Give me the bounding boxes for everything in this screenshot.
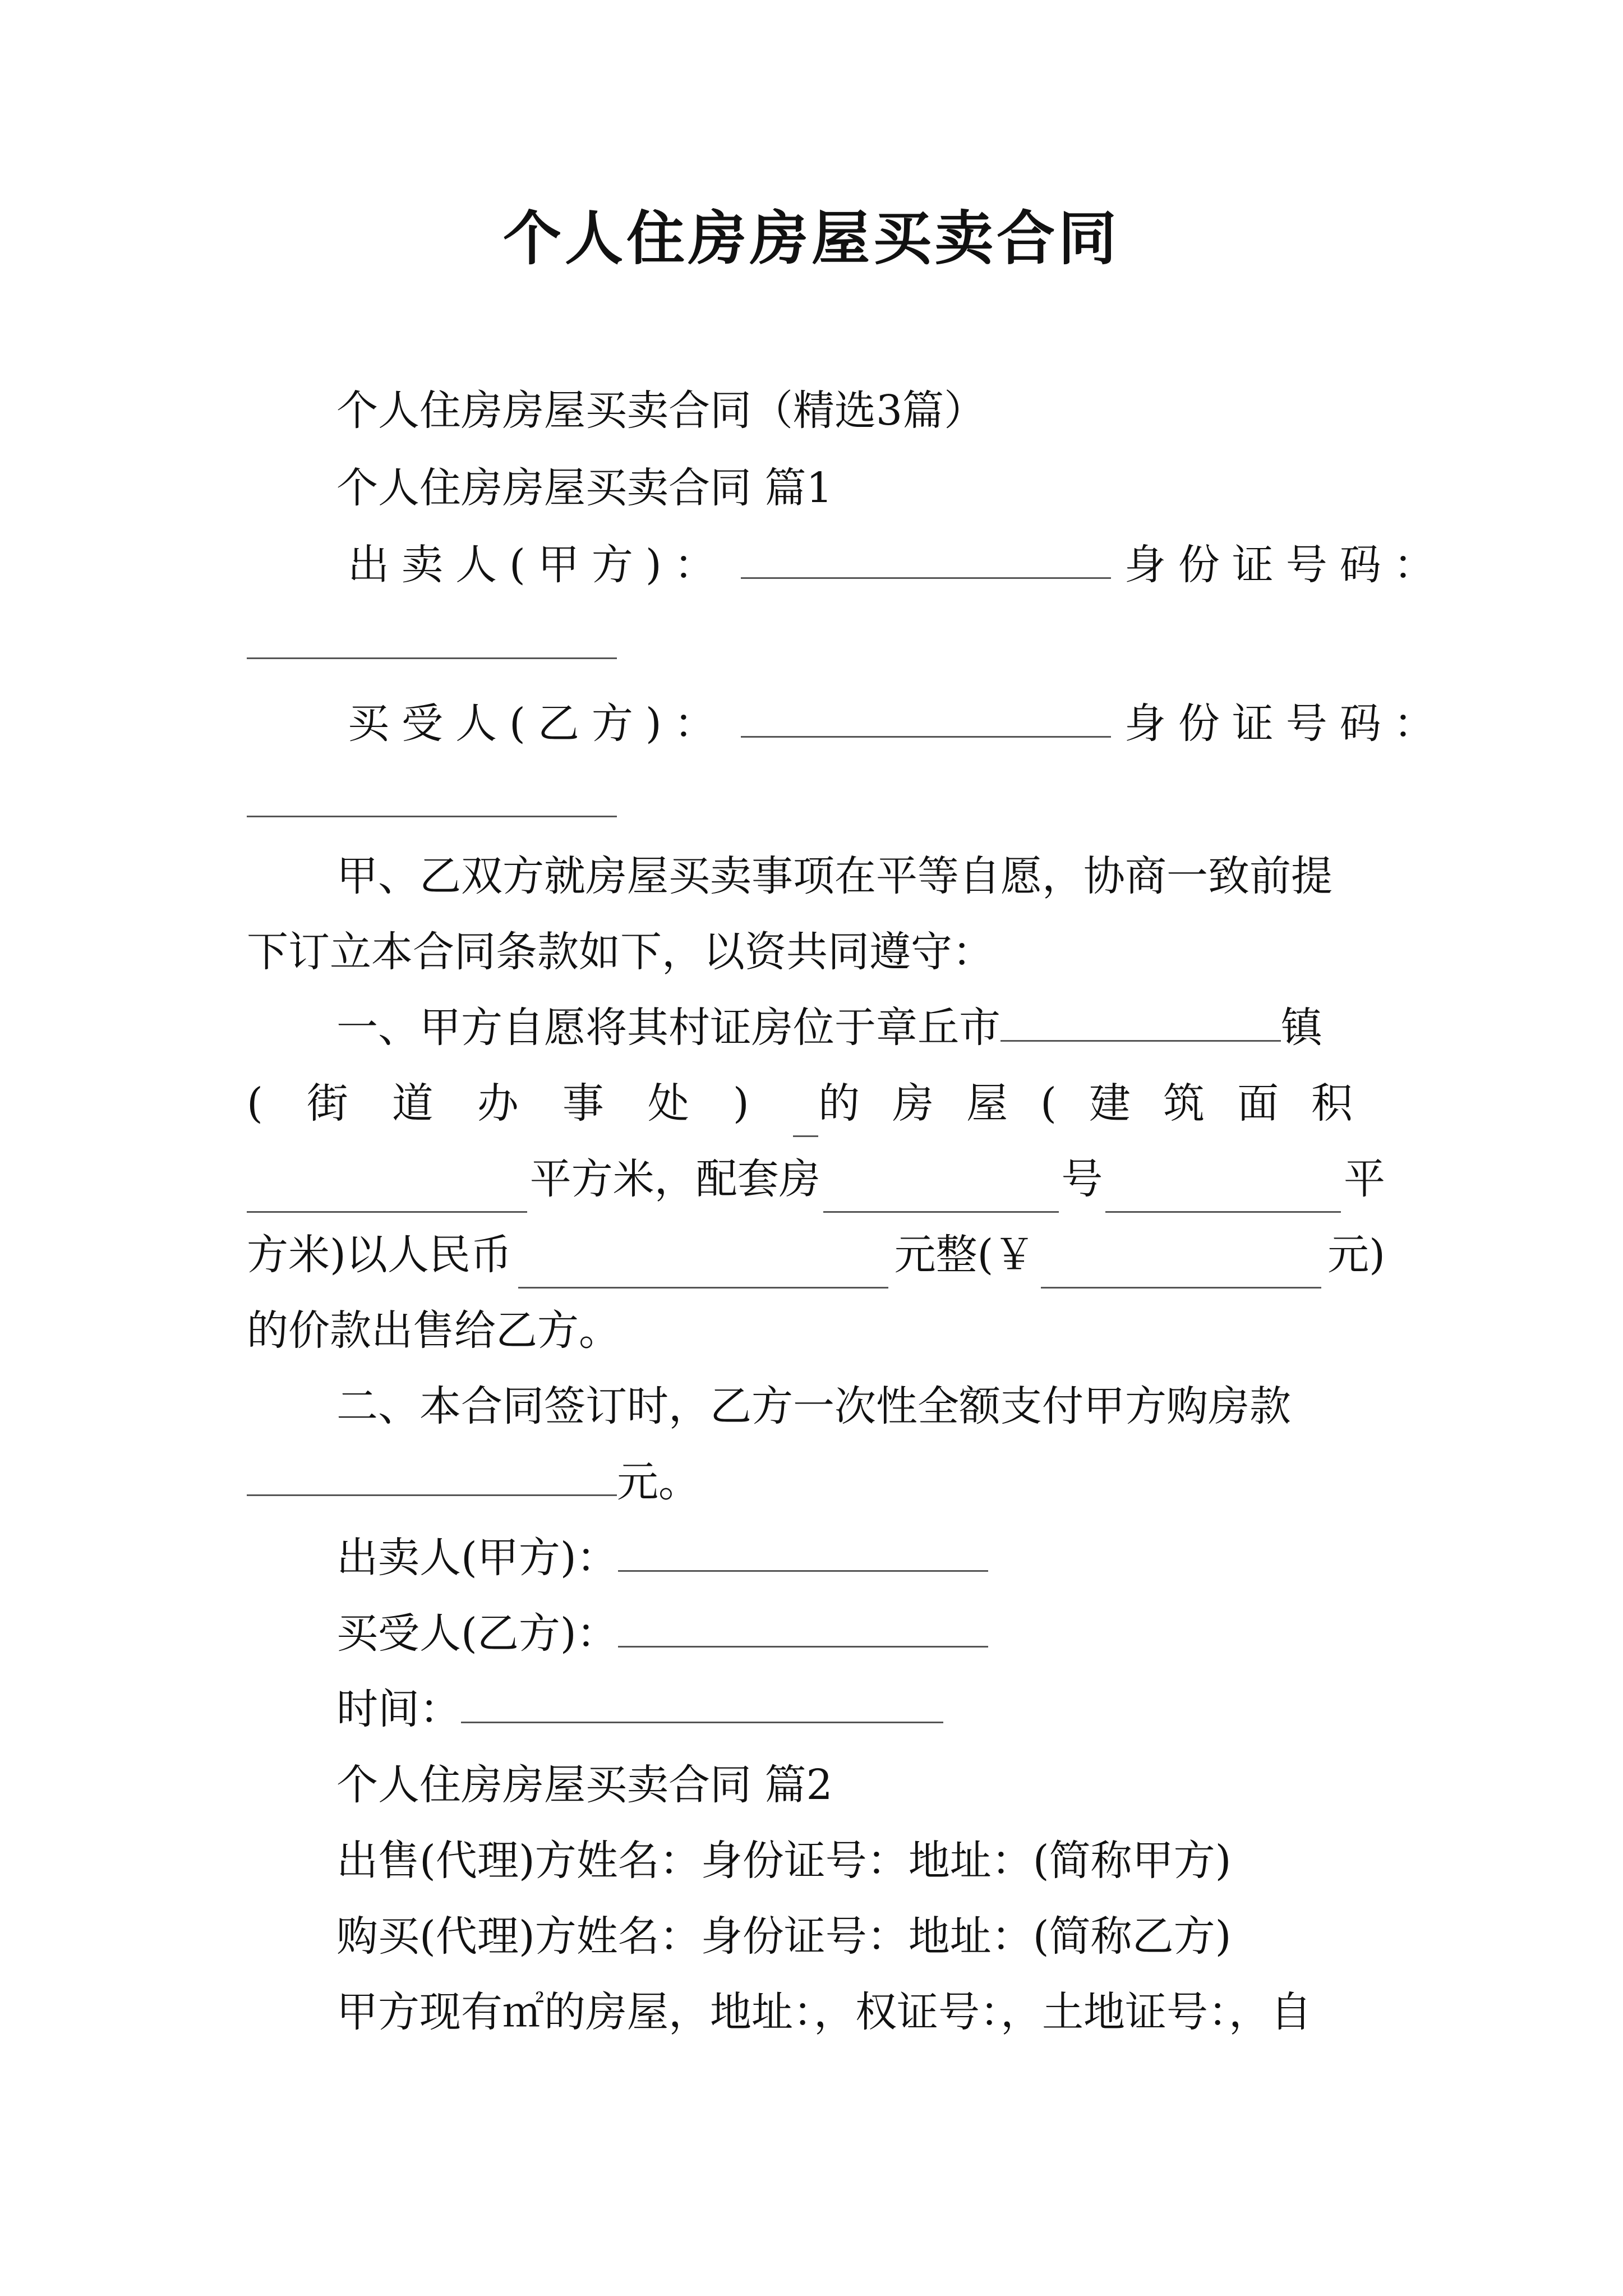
clause1-text-b: 镇 [1281,1004,1322,1052]
buyer-id-line [247,770,1385,837]
payment-blank [247,1455,617,1496]
clause2-text-b: 元。 [617,1458,700,1506]
buyer-id-label: 身份证号码： [1124,700,1447,748]
sign-seller-blank [618,1531,988,1572]
seller-id-label: 身份证号码： [1124,541,1447,589]
sign-buyer-label: 买受人(乙方)： [336,1609,618,1658]
seller-id-line [247,611,1385,679]
price-words-blank [518,1248,888,1289]
document-title: 个人住房房屋买卖合同 [502,204,1120,273]
sign-seller-line [336,1524,1385,1591]
part2-seller: 出售(代理)方姓名：身份证号：地址：(简称甲方) [336,1837,1232,1885]
town-blank [1000,1001,1281,1042]
clause1-line-3 [247,1145,1385,1213]
area-blank [247,1172,527,1213]
price-number-blank [1041,1248,1321,1289]
clause1-text-e: 平方米，配套房 [529,1155,820,1203]
subtitle: 个人住房房屋买卖合同（精选3篇） [336,386,986,435]
annex-room-blank [823,1172,1059,1213]
buyer-id-blank [247,776,617,817]
part2-heading: 个人住房房屋买卖合同 篇2 [336,1761,833,1809]
clause2-line-2 [247,1448,1385,1516]
clause1-line-1 [336,994,1385,1061]
clause1-text-i: 元整(￥ [894,1231,1035,1279]
clause1-line-5: 的价款出售给乙方。 [247,1306,620,1355]
buyer-line [348,690,1447,757]
clause1-text-f: 号 [1061,1155,1103,1203]
seller-name-blank [741,538,1111,579]
clause1-text-g: 平 [1343,1155,1385,1203]
sign-time-blank [461,1682,943,1723]
part2-line-3: 甲方现有㎡的房屋，地址：，权证号：，土地证号：，自 [336,1988,1312,2036]
sign-buyer-line [336,1600,1385,1667]
part2-buyer: 购买(代理)方姓名：身份证号：地址：(简称乙方) [336,1912,1232,1961]
clause1-text-h: 方米)以人民币 [247,1231,512,1279]
sign-time-label: 时间： [336,1685,461,1733]
intro-line-1: 甲、乙双方就房屋买卖事项在平等自愿，协商一致前提 [336,852,1332,900]
clause2-line-1: 二、本合同签订时，乙方一次性全额支付甲方购房款 [336,1382,1291,1430]
clause1-text-d: 的房屋(建筑面积 [818,1079,1385,1128]
part1-heading: 个人住房房屋买卖合同 篇1 [336,464,833,512]
street-blank [793,1096,818,1137]
clause1-text-j: 元) [1327,1231,1385,1279]
buyer-name-blank [741,697,1111,738]
annex-area-blank [1105,1172,1341,1213]
buyer-label: 买受人(乙方)： [348,700,728,748]
seller-line [348,531,1447,599]
intro-line-2: 下订立本合同条款如下，以资共同遵守： [247,928,994,976]
sign-time-line [336,1676,1385,1743]
seller-label: 出卖人(甲方)： [348,541,728,589]
clause1-text-c: (街道办事处) [247,1079,793,1128]
clause1-line-4 [247,1221,1385,1289]
clause1-line-2 [247,1070,1385,1137]
seller-id-blank [247,618,617,659]
clause1-text-a: 一、甲方自愿将其村证房位于章丘市 [336,1004,1000,1052]
sign-seller-label: 出卖人(甲方)： [336,1534,618,1582]
sign-buyer-blank [618,1607,988,1648]
